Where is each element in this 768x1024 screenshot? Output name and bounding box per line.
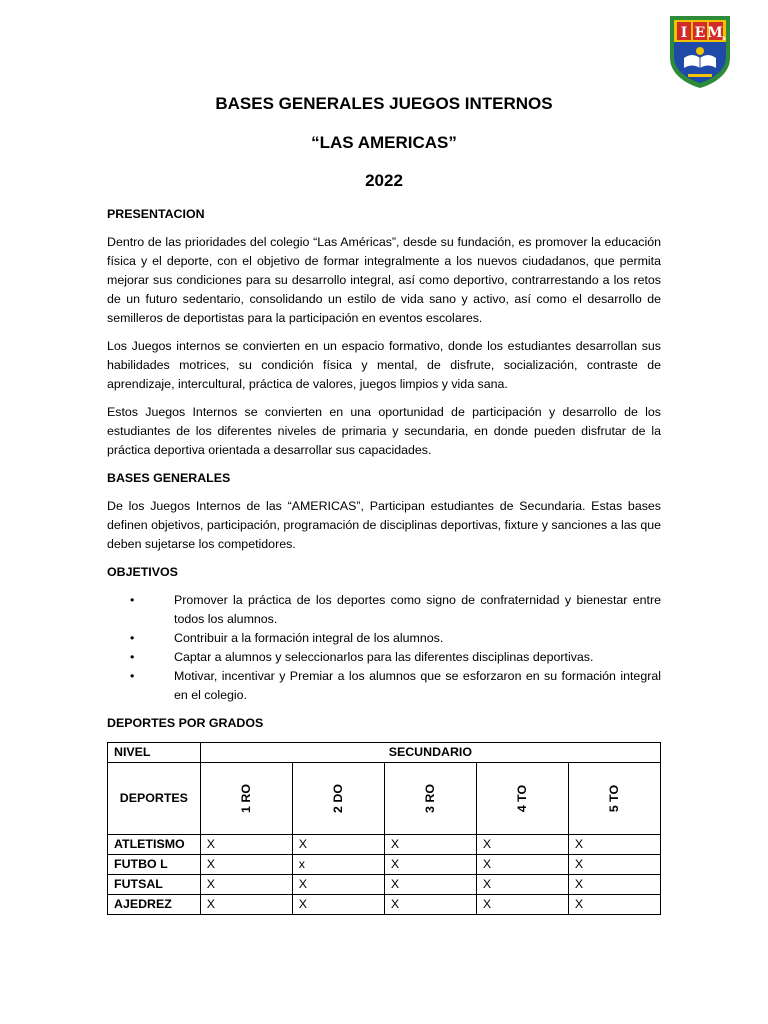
paragraph-presentacion-2: Los Juegos internos se convierten en un espacio formativo, donde los estudiantes desarrollan sus habilidades motrices, su condición física y mental, de disfrute, socialización, contraste de aprendizaje, intercultural, práctica de valores, juegos limpios y vida sana. (107, 339, 661, 391)
svg-text:I: I (680, 25, 688, 41)
grade-label: 5 TO (606, 784, 621, 813)
bullet-icon: • (130, 669, 135, 683)
grade-label: 4 TO (514, 784, 529, 813)
table-cell: X (568, 855, 660, 875)
nivel-header: NIVEL (108, 743, 201, 763)
paragraph-presentacion-1: Dentro de las prioridades del colegio “Las Américas”, desde su fundación, es promover la educación física y el deporte, con el objetivo de formar integralmente a los nuevos ciudadanos, que permita mejorar sus condiciones para su desarrollo integral, así como deportivo, contrarrestando a los retos de un futuro sedentario, consolidando un estilo de vida sano y activo, así como el desarrollo de semilleros de deportistas para la participación en eventos escolares. (107, 235, 661, 325)
table-header-row (108, 743, 661, 763)
objetivo-text: Promover la práctica de los deportes como signo de confraternidad y bienestar entre todos los alumnos. (174, 593, 661, 626)
deportes-header: DEPORTES (108, 763, 201, 835)
secundario-header: SECUNDARIO (200, 743, 660, 763)
table-cell: X (384, 835, 476, 855)
table-cell: X (568, 895, 660, 915)
grade-header (568, 763, 660, 835)
sport-name: AJEDREZ (108, 895, 201, 915)
table-cell: X (292, 895, 384, 915)
table-cell: X (476, 855, 568, 875)
table-row (108, 855, 661, 875)
bullet-icon: • (130, 593, 135, 607)
objetivo-text: Captar a alumnos y seleccionarlos para las diferentes disciplinas deportivas. (174, 650, 594, 664)
table-row (108, 835, 661, 855)
grade-header (476, 763, 568, 835)
table-cell: X (476, 875, 568, 895)
table-row (108, 875, 661, 895)
paragraph-bases-generales: De los Juegos Internos de las “AMERICAS”, Participan estudiantes de Secundaria. Estas bases definen objetivos, participación, programación de disciplinas deportivas, fixture y sanciones a las que deben sujetarse los competidores. (107, 499, 661, 551)
table-cell: X (476, 895, 568, 915)
heading-presentacion: PRESENTACION (107, 207, 205, 221)
objetivo-item (107, 648, 661, 667)
grade-label: 3 RO (422, 784, 437, 813)
document-subtitle: “LAS AMERICAS” (311, 133, 457, 152)
heading-bases-generales: BASES GENERALES (107, 471, 231, 485)
objetivo-item (107, 591, 661, 629)
objetivo-text: Motivar, incentivar y Premiar a los alumnos que se esforzaron en su formación integral en el colegio. (174, 669, 661, 702)
table-cell: X (476, 835, 568, 855)
objetivo-item (107, 629, 661, 648)
objetivo-item (107, 667, 661, 705)
grade-label: 2 DO (330, 784, 345, 813)
table-cell: X (384, 855, 476, 875)
objetivo-text: Contribuir a la formación integral de los alumnos. (174, 631, 444, 645)
bullet-icon: • (130, 631, 135, 645)
heading-deportes-por-grados: DEPORTES POR GRADOS (107, 716, 264, 730)
document-body (107, 205, 661, 915)
table-row (108, 895, 661, 915)
deportes-table (107, 742, 661, 915)
table-cell: X (384, 875, 476, 895)
table-cell: X (292, 835, 384, 855)
table-cell: X (200, 835, 292, 855)
bullet-icon: • (130, 650, 135, 664)
document-title: BASES GENERALES JUEGOS INTERNOS (215, 94, 553, 113)
grade-header (384, 763, 476, 835)
school-crest-logo (668, 12, 732, 90)
table-cell: X (568, 835, 660, 855)
heading-objetivos: OBJETIVOS (107, 565, 178, 579)
document-year: 2022 (365, 171, 403, 190)
table-cell: X (200, 875, 292, 895)
svg-text:M: M (707, 25, 723, 41)
svg-text:s: s (722, 35, 726, 42)
table-cell: X (568, 875, 660, 895)
table-grades-row (108, 763, 661, 835)
grade-header (200, 763, 292, 835)
svg-text:E: E (694, 25, 706, 41)
table-cell: X (200, 855, 292, 875)
grade-label: 1 RO (238, 784, 253, 813)
sport-name: FUTSAL (108, 875, 201, 895)
paragraph-presentacion-3: Estos Juegos Internos se convierten en una oportunidad de participación y desarrollo de los estudiantes de los diferentes niveles de primaria y secundaria, en donde pueden disfrutar de la práctica deportiva orientada a desarrollar sus capacidades. (107, 405, 661, 457)
sport-name: ATLETISMO (108, 835, 201, 855)
grade-header (292, 763, 384, 835)
sport-name: FUTBO L (108, 855, 201, 875)
table-cell: X (292, 875, 384, 895)
table-cell: X (200, 895, 292, 915)
table-cell: X (384, 895, 476, 915)
objetivos-list (107, 591, 661, 705)
table-cell: x (292, 855, 384, 875)
